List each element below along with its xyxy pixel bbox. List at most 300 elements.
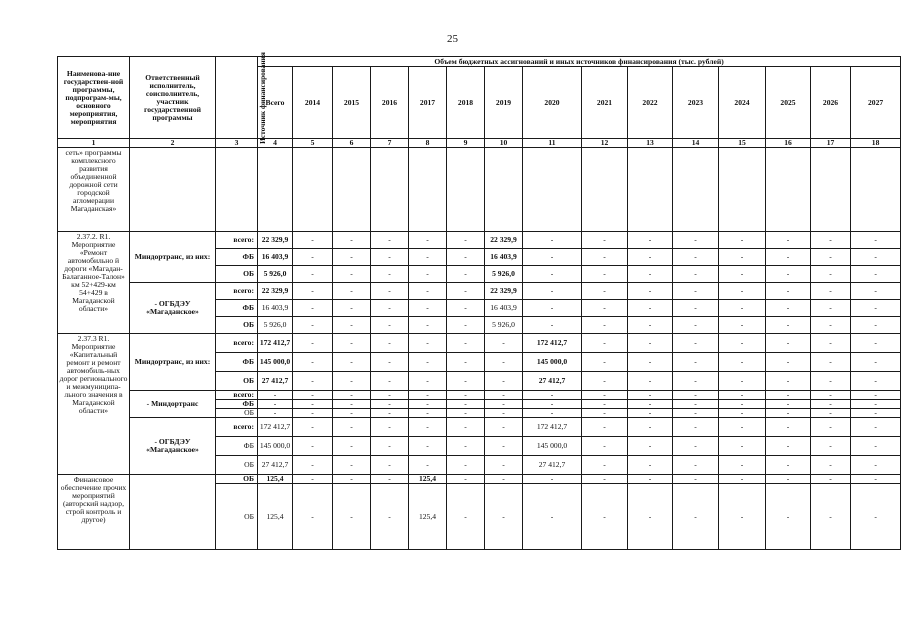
year-value-2019: - — [485, 334, 523, 353]
funding-source: всего: — [216, 418, 258, 437]
year-value-2020: - — [523, 317, 582, 334]
total-value: 16 403,9 — [258, 249, 293, 266]
year-header: 2024 — [719, 67, 766, 139]
year-value-2023: - — [673, 283, 719, 300]
year-value-2024: - — [719, 409, 766, 418]
year-value-2017: - — [409, 372, 447, 391]
column-number: 10 — [485, 139, 523, 148]
year-value-2022: - — [628, 353, 673, 372]
continuation-row — [58, 148, 901, 232]
year-value-2018: - — [447, 232, 485, 249]
year-value-2027: - — [851, 317, 901, 334]
year-value-2018: - — [447, 409, 485, 418]
year-value-2022: - — [628, 437, 673, 456]
year-value-2019: 22 329,9 — [485, 283, 523, 300]
year-value-2026: - — [811, 266, 851, 283]
year-value-2014: - — [293, 266, 333, 283]
year-value-2022: - — [628, 475, 673, 484]
year-value-2014: - — [293, 437, 333, 456]
year-header: Всего — [258, 67, 293, 139]
year-value-2022: - — [628, 334, 673, 353]
total-value: 145 000,0 — [258, 353, 293, 372]
year-value-2026: - — [811, 249, 851, 266]
funding-source: ОБ — [216, 317, 258, 334]
year-value-2025: - — [766, 334, 811, 353]
activity-name: 2.37.2. R1. Мероприятие «Ремонт автомобильно й дороги «Магадан-Балаганное-Талон» км 52+429-км 54+429 в Магаданской области» — [58, 232, 130, 334]
year-header: 2026 — [811, 67, 851, 139]
year-value-2020: - — [523, 484, 582, 550]
year-value-2027: - — [851, 391, 901, 400]
year-value-2027: - — [851, 372, 901, 391]
year-value-2024: - — [719, 372, 766, 391]
funding-source: ФБ — [216, 437, 258, 456]
year-value-2015: - — [333, 283, 371, 300]
year-value-2014: - — [293, 317, 333, 334]
year-value-2026: - — [811, 317, 851, 334]
column-number: 8 — [409, 139, 447, 148]
funding-source: всего: — [216, 232, 258, 249]
responsible-party: - ОГБДЭУ «Магаданское» — [130, 283, 216, 334]
year-value-2017: - — [409, 353, 447, 372]
column-number: 17 — [811, 139, 851, 148]
year-value-2025: - — [766, 249, 811, 266]
year-value-2014: - — [293, 400, 333, 409]
year-value-2027: - — [851, 283, 901, 300]
year-value-2021: - — [582, 232, 628, 249]
total-value: 5 926,0 — [258, 266, 293, 283]
year-header: 2014 — [293, 67, 333, 139]
funding-source: ФБ — [216, 300, 258, 317]
year-value-2026: - — [811, 456, 851, 475]
year-value-2021: - — [582, 391, 628, 400]
year-value-2023: - — [673, 484, 719, 550]
year-value-2017: - — [409, 232, 447, 249]
column-number: 5 — [293, 139, 333, 148]
year-value-2015: - — [333, 372, 371, 391]
year-value-2016: - — [371, 334, 409, 353]
funding-source: всего: — [216, 391, 258, 400]
year-value-2019: - — [485, 372, 523, 391]
year-value-2017: - — [409, 317, 447, 334]
table-row — [58, 418, 901, 437]
year-value-2014: - — [293, 456, 333, 475]
year-value-2025: - — [766, 300, 811, 317]
year-value-2022: - — [628, 456, 673, 475]
year-value-2024: - — [719, 249, 766, 266]
year-value-2024: - — [719, 418, 766, 437]
year-value-2027: - — [851, 484, 901, 550]
year-value-2019: - — [485, 353, 523, 372]
year-value-2024: - — [719, 283, 766, 300]
year-value-2016: - — [371, 249, 409, 266]
total-value: 16 403,9 — [258, 300, 293, 317]
year-value-2024: - — [719, 232, 766, 249]
header-col3: Источник финансирования — [216, 57, 258, 139]
year-value-2026: - — [811, 391, 851, 400]
table-row — [58, 391, 901, 400]
year-value-2024: - — [719, 317, 766, 334]
year-value-2025: - — [766, 391, 811, 400]
year-value-2026: - — [811, 232, 851, 249]
year-value-2023: - — [673, 300, 719, 317]
column-number: 14 — [673, 139, 719, 148]
year-value-2022: - — [628, 249, 673, 266]
year-value-2025: - — [766, 353, 811, 372]
continuation-name: сеть» программы комплексного развития объединенной дорожной сети городской агломерации Магаданская» — [58, 148, 130, 232]
year-value-2025: - — [766, 266, 811, 283]
year-value-2020: 27 412,7 — [523, 372, 582, 391]
year-value-2020: - — [523, 409, 582, 418]
year-value-2017: - — [409, 400, 447, 409]
year-header: 2017 — [409, 67, 447, 139]
funding-source: ОБ — [216, 266, 258, 283]
year-value-2015: - — [333, 391, 371, 400]
year-value-2024: - — [719, 266, 766, 283]
header-col2: Ответственный исполнитель, соисполнитель, участник государственной программы — [130, 57, 216, 139]
year-value-2015: - — [333, 266, 371, 283]
total-value: - — [258, 391, 293, 400]
page-number: 25 — [447, 33, 458, 45]
year-value-2025: - — [766, 283, 811, 300]
total-value: - — [258, 400, 293, 409]
year-value-2018: - — [447, 334, 485, 353]
year-header: 2023 — [673, 67, 719, 139]
year-value-2017: - — [409, 283, 447, 300]
year-value-2023: - — [673, 400, 719, 409]
year-value-2018: - — [447, 249, 485, 266]
funding-source: ОБ — [216, 475, 258, 484]
year-value-2023: - — [673, 475, 719, 484]
year-value-2027: - — [851, 266, 901, 283]
year-value-2018: - — [447, 266, 485, 283]
funding-source: всего: — [216, 283, 258, 300]
total-value: 172 412,7 — [258, 418, 293, 437]
year-value-2026: - — [811, 300, 851, 317]
year-value-2021: - — [582, 317, 628, 334]
responsible-party: - Миндортранс — [130, 391, 216, 418]
year-value-2019: 16 403,9 — [485, 249, 523, 266]
year-value-2018: - — [447, 418, 485, 437]
year-value-2019: - — [485, 484, 523, 550]
year-value-2022: - — [628, 283, 673, 300]
column-number: 4 — [258, 139, 293, 148]
year-value-2021: - — [582, 484, 628, 550]
year-value-2014: - — [293, 232, 333, 249]
year-value-2018: - — [447, 456, 485, 475]
total-value: 125,4 — [258, 475, 293, 484]
year-value-2021: - — [582, 266, 628, 283]
total-value: 125,4 — [258, 484, 293, 550]
year-value-2021: - — [582, 372, 628, 391]
funding-source: ФБ — [216, 353, 258, 372]
year-value-2026: - — [811, 334, 851, 353]
year-value-2016: - — [371, 475, 409, 484]
year-value-2016: - — [371, 372, 409, 391]
year-value-2015: - — [333, 475, 371, 484]
year-value-2015: - — [333, 334, 371, 353]
year-value-2027: - — [851, 456, 901, 475]
year-value-2025: - — [766, 437, 811, 456]
year-value-2023: - — [673, 266, 719, 283]
year-value-2018: - — [447, 437, 485, 456]
year-value-2023: - — [673, 334, 719, 353]
year-value-2020: 172 412,7 — [523, 418, 582, 437]
year-value-2019: - — [485, 475, 523, 484]
year-value-2021: - — [582, 353, 628, 372]
year-value-2026: - — [811, 400, 851, 409]
year-value-2017: 125,4 — [409, 475, 447, 484]
column-number: 15 — [719, 139, 766, 148]
year-value-2017: 125,4 — [409, 484, 447, 550]
year-value-2018: - — [447, 300, 485, 317]
year-value-2019: 5 926,0 — [485, 317, 523, 334]
year-value-2024: - — [719, 475, 766, 484]
year-value-2020: 172 412,7 — [523, 334, 582, 353]
year-value-2018: - — [447, 283, 485, 300]
year-value-2015: - — [333, 249, 371, 266]
year-value-2023: - — [673, 353, 719, 372]
year-value-2021: - — [582, 409, 628, 418]
year-value-2014: - — [293, 409, 333, 418]
funding-source: ФБ — [216, 249, 258, 266]
year-value-2025: - — [766, 475, 811, 484]
year-value-2018: - — [447, 372, 485, 391]
year-value-2016: - — [371, 400, 409, 409]
year-header: 2021 — [582, 67, 628, 139]
year-value-2026: - — [811, 484, 851, 550]
year-value-2016: - — [371, 409, 409, 418]
year-value-2024: - — [719, 484, 766, 550]
year-value-2016: - — [371, 317, 409, 334]
year-value-2016: - — [371, 232, 409, 249]
year-value-2015: - — [333, 484, 371, 550]
year-value-2017: - — [409, 266, 447, 283]
year-value-2021: - — [582, 418, 628, 437]
year-value-2018: - — [447, 475, 485, 484]
year-value-2026: - — [811, 418, 851, 437]
activity-name: 2.37.3 R1. Мероприятие «Капитальный ремонт и ремонт автомобиль-ных дорог регионального и межмуниципа-льного значения в Магаданской области» — [58, 334, 130, 475]
year-value-2017: - — [409, 249, 447, 266]
year-value-2027: - — [851, 334, 901, 353]
year-value-2016: - — [371, 353, 409, 372]
header-group: Объем бюджетных ассигнований и иных источников финансирования (тыс. рублей) — [258, 57, 901, 67]
year-value-2017: - — [409, 391, 447, 400]
activity-name: Финансовое обеспечение прочих мероприятий (авторский надзор, строй контроль и другое) — [58, 475, 130, 550]
year-value-2027: - — [851, 475, 901, 484]
year-value-2019: - — [485, 391, 523, 400]
year-value-2022: - — [628, 266, 673, 283]
year-value-2019: 22 329,9 — [485, 232, 523, 249]
year-value-2019: 16 403,9 — [485, 300, 523, 317]
year-value-2018: - — [447, 400, 485, 409]
year-value-2020: 145 000,0 — [523, 353, 582, 372]
year-value-2027: - — [851, 437, 901, 456]
column-number: 16 — [766, 139, 811, 148]
year-value-2022: - — [628, 372, 673, 391]
funding-source: ОБ — [216, 372, 258, 391]
year-value-2026: - — [811, 283, 851, 300]
table-row — [58, 232, 901, 249]
year-value-2021: - — [582, 400, 628, 409]
table-row — [58, 475, 901, 484]
year-value-2014: - — [293, 475, 333, 484]
year-value-2017: - — [409, 437, 447, 456]
year-header: 2027 — [851, 67, 901, 139]
year-value-2027: - — [851, 300, 901, 317]
year-value-2023: - — [673, 391, 719, 400]
year-value-2015: - — [333, 353, 371, 372]
year-value-2024: - — [719, 353, 766, 372]
year-value-2015: - — [333, 300, 371, 317]
year-value-2023: - — [673, 437, 719, 456]
year-header: 2015 — [333, 67, 371, 139]
year-value-2023: - — [673, 232, 719, 249]
year-value-2026: - — [811, 409, 851, 418]
year-value-2021: - — [582, 283, 628, 300]
year-value-2014: - — [293, 372, 333, 391]
year-value-2017: - — [409, 409, 447, 418]
year-value-2027: - — [851, 400, 901, 409]
funding-source: ФБ — [216, 400, 258, 409]
total-value: 27 412,7 — [258, 456, 293, 475]
year-value-2019: - — [485, 456, 523, 475]
column-number: 9 — [447, 139, 485, 148]
year-value-2020: - — [523, 300, 582, 317]
year-value-2022: - — [628, 391, 673, 400]
year-value-2015: - — [333, 232, 371, 249]
year-value-2025: - — [766, 456, 811, 475]
year-value-2015: - — [333, 456, 371, 475]
year-header: 2022 — [628, 67, 673, 139]
year-value-2022: - — [628, 317, 673, 334]
year-value-2016: - — [371, 266, 409, 283]
year-value-2025: - — [766, 232, 811, 249]
column-number: 13 — [628, 139, 673, 148]
year-value-2022: - — [628, 418, 673, 437]
year-value-2020: - — [523, 283, 582, 300]
total-value: 22 329,9 — [258, 283, 293, 300]
year-value-2014: - — [293, 484, 333, 550]
year-value-2020: - — [523, 266, 582, 283]
year-value-2024: - — [719, 300, 766, 317]
year-value-2026: - — [811, 353, 851, 372]
column-number: 12 — [582, 139, 628, 148]
year-value-2018: - — [447, 353, 485, 372]
total-value: 145 000,0 — [258, 437, 293, 456]
year-value-2015: - — [333, 418, 371, 437]
year-value-2022: - — [628, 232, 673, 249]
year-value-2014: - — [293, 334, 333, 353]
total-value: 5 926,0 — [258, 317, 293, 334]
year-header: 2018 — [447, 67, 485, 139]
year-value-2026: - — [811, 372, 851, 391]
year-value-2014: - — [293, 391, 333, 400]
funding-source: ОБ — [216, 484, 258, 550]
year-value-2015: - — [333, 400, 371, 409]
year-value-2024: - — [719, 456, 766, 475]
year-value-2020: 145 000,0 — [523, 437, 582, 456]
responsible-party: Миндортранс, из них: — [130, 334, 216, 391]
year-value-2020: - — [523, 391, 582, 400]
year-value-2024: - — [719, 437, 766, 456]
column-number: 6 — [333, 139, 371, 148]
year-value-2020: - — [523, 249, 582, 266]
year-value-2020: - — [523, 400, 582, 409]
year-value-2015: - — [333, 317, 371, 334]
table-row — [58, 334, 901, 353]
year-value-2023: - — [673, 409, 719, 418]
year-value-2019: 5 926,0 — [485, 266, 523, 283]
year-value-2022: - — [628, 400, 673, 409]
year-value-2015: - — [333, 409, 371, 418]
year-value-2016: - — [371, 300, 409, 317]
total-value: - — [258, 409, 293, 418]
header-col1: Наименова-ние государствен-ной программы, подпрограм-мы, основного мероприятия, мероприятия — [58, 57, 130, 139]
year-value-2027: - — [851, 232, 901, 249]
year-value-2017: - — [409, 334, 447, 353]
year-value-2027: - — [851, 353, 901, 372]
year-header: 2020 — [523, 67, 582, 139]
year-value-2025: - — [766, 400, 811, 409]
year-value-2014: - — [293, 353, 333, 372]
year-value-2017: - — [409, 456, 447, 475]
table-row — [58, 283, 901, 300]
year-value-2019: - — [485, 437, 523, 456]
year-value-2022: - — [628, 484, 673, 550]
year-value-2017: - — [409, 418, 447, 437]
year-value-2025: - — [766, 409, 811, 418]
year-value-2021: - — [582, 456, 628, 475]
year-value-2023: - — [673, 372, 719, 391]
responsible-party: - ОГБДЭУ «Магаданское» — [130, 418, 216, 475]
year-value-2019: - — [485, 400, 523, 409]
funding-source: всего: — [216, 334, 258, 353]
year-value-2016: - — [371, 484, 409, 550]
responsible-party — [130, 475, 216, 550]
year-value-2026: - — [811, 475, 851, 484]
year-value-2023: - — [673, 249, 719, 266]
year-value-2027: - — [851, 409, 901, 418]
year-value-2014: - — [293, 283, 333, 300]
year-value-2021: - — [582, 475, 628, 484]
year-value-2021: - — [582, 249, 628, 266]
year-value-2023: - — [673, 317, 719, 334]
financing-table — [57, 51, 901, 550]
year-value-2018: - — [447, 391, 485, 400]
year-value-2025: - — [766, 484, 811, 550]
column-number: 3 — [216, 139, 258, 148]
year-value-2020: - — [523, 475, 582, 484]
column-number: 2 — [130, 139, 216, 148]
year-header: 2016 — [371, 67, 409, 139]
total-value: 27 412,7 — [258, 372, 293, 391]
responsible-party: Миндортранс, из них: — [130, 232, 216, 283]
year-value-2027: - — [851, 418, 901, 437]
year-value-2022: - — [628, 300, 673, 317]
year-value-2019: - — [485, 418, 523, 437]
year-value-2019: - — [485, 409, 523, 418]
column-number: 1 — [58, 139, 130, 148]
total-value: 172 412,7 — [258, 334, 293, 353]
year-value-2027: - — [851, 249, 901, 266]
year-value-2016: - — [371, 283, 409, 300]
column-number: 11 — [523, 139, 582, 148]
year-value-2024: - — [719, 400, 766, 409]
year-value-2015: - — [333, 437, 371, 456]
year-header: 2019 — [485, 67, 523, 139]
funding-source: ОБ — [216, 409, 258, 418]
year-value-2022: - — [628, 409, 673, 418]
